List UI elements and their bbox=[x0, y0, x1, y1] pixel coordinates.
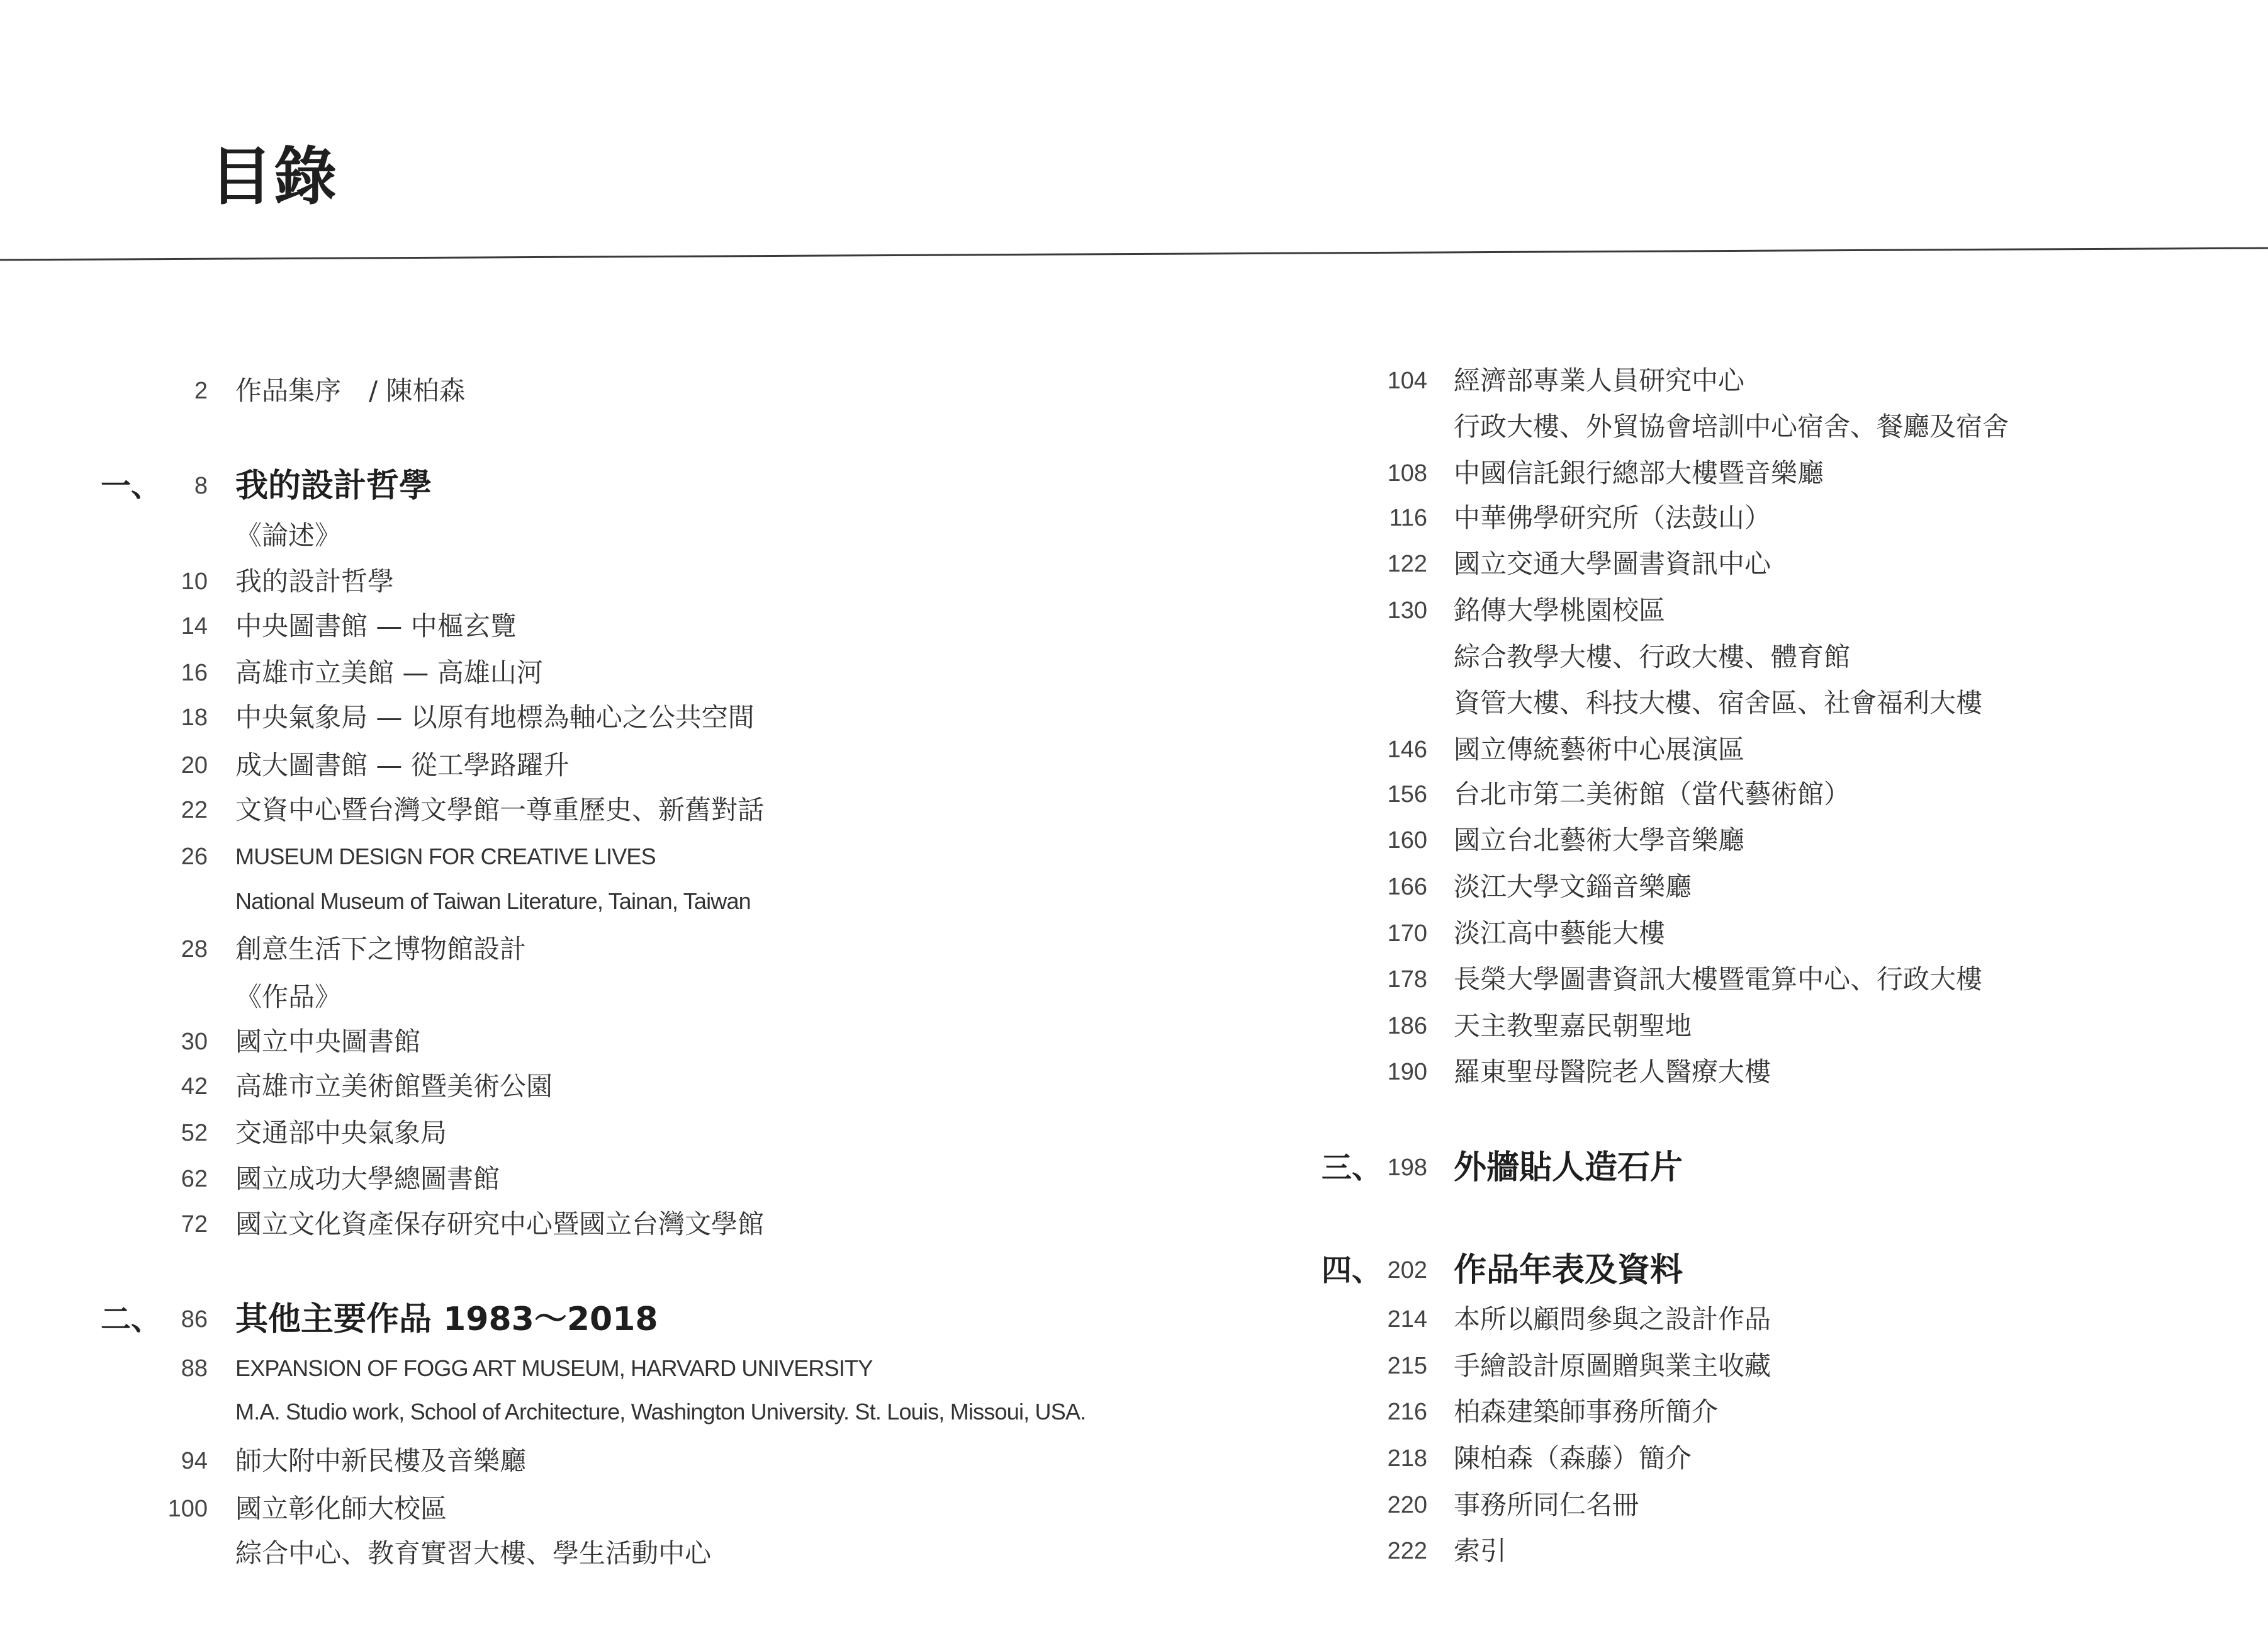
toc-entry bbox=[0, 1443, 2268, 1474]
entry-title: 我的設計哲學 bbox=[235, 566, 395, 597]
toc-entry bbox=[0, 548, 2268, 580]
entry-title: MUSEUM DESIGN FOR CREATIVE LIVES bbox=[235, 844, 656, 869]
entry-subtitle: 綜合中心、教育實習大樓、學生活動中心 bbox=[235, 1538, 712, 1569]
entry-title: 手繪設計原圖贈與業主收藏 bbox=[1454, 1350, 1771, 1381]
toc-section-header bbox=[0, 1148, 2268, 1187]
entry-title: 柏森建築師事務所簡介 bbox=[1454, 1396, 1719, 1427]
page-number: 8 bbox=[194, 473, 208, 499]
entry-title: 國立台北藝術大學音樂廳 bbox=[1454, 825, 1745, 855]
entry-title: 中國信託銀行總部大樓暨音樂廳 bbox=[1454, 458, 1824, 488]
entry-title: 台北市第二美術館（當代藝術館） bbox=[1454, 779, 1851, 810]
section-number: 四、 bbox=[1322, 1253, 1383, 1288]
toc-entry bbox=[0, 365, 2268, 397]
page-number: 214 bbox=[1387, 1306, 1427, 1333]
page-number: 178 bbox=[1387, 966, 1427, 993]
entry-title: 國立文化資產保存研究中心暨國立台灣文學館 bbox=[235, 1209, 765, 1239]
page-number: 18 bbox=[181, 704, 208, 731]
page-number: 88 bbox=[181, 1355, 208, 1382]
entry-title: 經濟部專業人員研究中心 bbox=[1454, 365, 1745, 396]
entry-title: 國立成功大學總圖書館 bbox=[235, 1163, 500, 1194]
page-number: 198 bbox=[1387, 1154, 1427, 1181]
entry-title: 高雄市立美館 — 高雄山河 bbox=[235, 657, 543, 688]
page-number: 94 bbox=[181, 1448, 208, 1474]
page-number: 116 bbox=[1389, 505, 1427, 531]
entry-title: 成大圖書館 — 從工學路躍升 bbox=[235, 750, 570, 781]
entry-title: 作品集序 bbox=[235, 375, 342, 406]
entry-title: 國立彰化師大校區 bbox=[235, 1493, 447, 1524]
toc-entry bbox=[0, 1056, 2268, 1088]
section-title: 我的設計哲學 bbox=[235, 467, 432, 505]
entry-subtitle: National Museum of Taiwan Literature, Tainan, Taiwan bbox=[235, 888, 751, 914]
entry-title: 高雄市立美術館暨美術公園 bbox=[235, 1071, 553, 1102]
page-number: 220 bbox=[1387, 1492, 1427, 1518]
toc-entry-continuation bbox=[0, 411, 2268, 443]
page-number: 42 bbox=[181, 1073, 208, 1100]
page-number: 222 bbox=[1387, 1538, 1427, 1564]
page-number: 2 bbox=[194, 378, 208, 404]
entry-title: 師大附中新民樓及音樂廳 bbox=[235, 1445, 527, 1476]
entry-title: 淡江大學文錙音樂廳 bbox=[1454, 871, 1692, 902]
entry-title: 本所以顧問參與之設計作品 bbox=[1454, 1304, 1771, 1335]
page-number: 72 bbox=[181, 1211, 208, 1238]
page-number: 86 bbox=[181, 1306, 208, 1333]
page-number: 202 bbox=[1387, 1257, 1427, 1284]
entry-title: 銘傳大學桃園校區 bbox=[1454, 595, 1666, 626]
entry-title: 國立交通大學圖書資訊中心 bbox=[1454, 548, 1771, 579]
page-number: 122 bbox=[1387, 551, 1427, 577]
entry-subtitle: 綜合教學大樓、行政大樓、體育館 bbox=[1454, 641, 1851, 672]
entry-subtitle: M.A. Studio work, School of Architecture, Washington University. St. Louis, Missoui, USA. bbox=[235, 1399, 1086, 1425]
toc-entry bbox=[0, 1010, 2268, 1042]
entry-author: / 陳柏森 bbox=[369, 375, 466, 406]
page-number: 62 bbox=[181, 1166, 208, 1192]
page-number: 190 bbox=[1387, 1059, 1427, 1085]
toc-entry bbox=[0, 595, 2268, 626]
entry-title: 創意生活下之博物館設計 bbox=[235, 934, 527, 964]
entry-subtitle: 行政大樓、外貿協會培訓中心宿舍、餐廳及宿舍 bbox=[1454, 411, 2009, 442]
toc-entry bbox=[0, 964, 2268, 995]
page-number: 104 bbox=[1387, 368, 1427, 394]
entry-title: 天主教聖嘉民朝聖地 bbox=[1454, 1010, 1692, 1041]
header-rule bbox=[0, 247, 2268, 261]
toc-entry-continuation bbox=[0, 641, 2268, 673]
entry-title: 長榮大學圖書資訊大樓暨電算中心、行政大樓 bbox=[1454, 964, 1983, 995]
entry-title: 中央氣象局 — 以原有地標為軸心之公共空間 bbox=[235, 702, 755, 733]
page-number: 146 bbox=[1387, 736, 1427, 763]
toc-entry bbox=[0, 1535, 2268, 1567]
page-number: 30 bbox=[181, 1029, 208, 1055]
section-number: 二、 bbox=[101, 1302, 162, 1337]
page-number: 100 bbox=[167, 1496, 208, 1522]
page-number: 22 bbox=[181, 797, 208, 823]
page-number: 26 bbox=[181, 844, 208, 870]
toc-entry bbox=[0, 1350, 2268, 1382]
page-number: 28 bbox=[181, 936, 208, 962]
toc-entry-continuation bbox=[0, 687, 2268, 719]
toc-entry bbox=[0, 458, 2268, 489]
page-number: 218 bbox=[1387, 1445, 1427, 1472]
page-number: 14 bbox=[181, 613, 208, 640]
entry-title: 索引 bbox=[1454, 1535, 1507, 1566]
entry-title: 中央圖書館 — 中樞玄覽 bbox=[235, 611, 517, 641]
toc-entry bbox=[0, 779, 2268, 810]
page-number: 20 bbox=[181, 752, 208, 779]
section-title: 外牆貼人造石片 bbox=[1454, 1149, 1683, 1187]
toc-entry bbox=[0, 871, 2268, 903]
entry-title: 《作品》 bbox=[235, 981, 342, 1012]
toc-entry bbox=[0, 1117, 2268, 1149]
toc-entry bbox=[0, 734, 2268, 765]
toc-entry bbox=[0, 1489, 2268, 1521]
page-number: 166 bbox=[1387, 874, 1427, 900]
entry-title: 中華佛學研究所（法鼓山） bbox=[1454, 502, 1771, 533]
toc-entry bbox=[0, 1396, 2268, 1428]
entry-title: 淡江高中藝能大樓 bbox=[1454, 918, 1666, 949]
entry-title: 羅東聖母醫院老人醫療大樓 bbox=[1454, 1056, 1771, 1087]
page-number: 170 bbox=[1387, 920, 1427, 947]
entry-title: 陳柏森（森藤）簡介 bbox=[1454, 1443, 1692, 1474]
section-title: 作品年表及資料 bbox=[1454, 1251, 1683, 1289]
page-title: 目錄 bbox=[210, 140, 338, 213]
entry-title: 交通部中央氣象局 bbox=[235, 1117, 447, 1148]
section-title: 其他主要作品 1983～2018 bbox=[235, 1301, 658, 1338]
page-number: 160 bbox=[1387, 827, 1427, 854]
page-number: 16 bbox=[181, 660, 208, 686]
entry-title: 《論述》 bbox=[235, 520, 342, 551]
toc-entry bbox=[0, 1304, 2268, 1335]
entry-title: 文資中心暨台灣文學館一尊重歷史、新舊對話 bbox=[235, 794, 765, 825]
page-number: 10 bbox=[181, 568, 208, 595]
page-number: 52 bbox=[181, 1120, 208, 1146]
toc-entry bbox=[0, 918, 2268, 949]
page-number: 130 bbox=[1387, 597, 1427, 624]
page-number: 215 bbox=[1387, 1353, 1427, 1379]
entry-title: 國立中央圖書館 bbox=[235, 1026, 421, 1057]
entry-title: EXPANSION OF FOGG ART MUSEUM, HARVARD UNIVERSITY bbox=[235, 1355, 873, 1381]
toc-section-header bbox=[0, 1251, 2268, 1290]
toc-entry bbox=[0, 1209, 2268, 1240]
page-number: 156 bbox=[1387, 781, 1427, 808]
toc-entry bbox=[0, 502, 2268, 534]
section-number: 三、 bbox=[1322, 1150, 1383, 1185]
page-number: 216 bbox=[1387, 1399, 1427, 1425]
entry-title: 事務所同仁名冊 bbox=[1454, 1489, 1639, 1520]
section-number: 一、 bbox=[101, 468, 162, 504]
page-number: 108 bbox=[1387, 460, 1427, 487]
toc-entry bbox=[0, 825, 2268, 856]
entry-title: 國立傳統藝術中心展演區 bbox=[1454, 734, 1745, 765]
entry-subtitle: 資管大樓、科技大樓、宿舍區、社會福利大樓 bbox=[1454, 687, 1983, 718]
page-number: 186 bbox=[1387, 1013, 1427, 1039]
